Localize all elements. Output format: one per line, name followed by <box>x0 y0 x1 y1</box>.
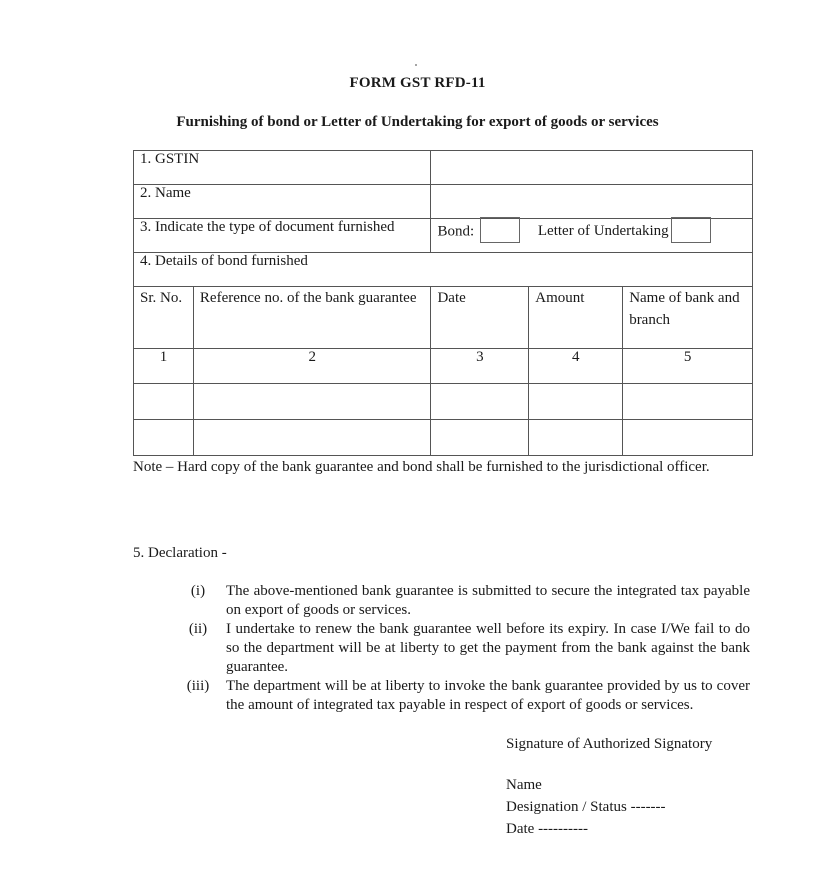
form-title: FORM GST RFD-11 <box>349 75 486 91</box>
signature-name: Name <box>506 777 542 793</box>
document-type-label: 3. Indicate the type of document furnished <box>134 219 431 253</box>
bond-header-row <box>134 287 753 349</box>
declaration-number: (i) <box>190 583 206 599</box>
declaration-text: I undertake to renew the bank guarantee well before its expiry. In case I/We fail to do so the department will be at liberty to get the payment from the bank against the bank guarantee. <box>226 621 750 675</box>
table-cell[interactable] <box>529 420 623 456</box>
signature-title: Signature of Authorized Signatory <box>506 736 713 752</box>
table-cell[interactable] <box>431 384 529 420</box>
document-type-row <box>134 219 753 253</box>
column-number: 2 <box>193 349 431 384</box>
gstin-label: 1. GSTIN <box>134 151 431 185</box>
table-cell[interactable] <box>623 420 753 456</box>
bond-label: Bond: <box>437 223 475 240</box>
form-table <box>133 150 753 456</box>
lut-label: Letter of Undertaking <box>537 223 669 240</box>
declaration-text: The department will be at liberty to invoke the bank guarantee provided by us to cover the amount of integrated tax payable in respect of export of goods or services. <box>226 678 750 713</box>
bond-checkbox[interactable] <box>480 217 520 243</box>
column-number: 1 <box>134 349 194 384</box>
bond-details-row <box>134 253 753 287</box>
declaration-item <box>170 677 750 715</box>
column-number: 5 <box>623 349 753 384</box>
name-row <box>134 185 753 219</box>
form-subtitle: Furnishing of bond or Letter of Undertaking for export of goods or services <box>176 114 659 130</box>
table-cell[interactable] <box>193 384 431 420</box>
header-reference-no: Reference no. of the bank guarantee <box>193 287 431 349</box>
name-field[interactable] <box>431 185 753 219</box>
declaration-item <box>170 620 750 677</box>
bond-details-label: 4. Details of bond furnished <box>134 253 753 287</box>
signature-designation: Designation / Status ------- <box>506 799 666 815</box>
header-sr-no: Sr. No. <box>134 287 194 349</box>
scan-dot <box>415 64 417 66</box>
declaration-item <box>170 582 750 620</box>
header-date: Date <box>431 287 529 349</box>
declaration-number: (ii) <box>188 621 208 637</box>
declaration-text: The above-mentioned bank guarantee is submitted to secure the integrated tax payable on export of goods or services. <box>226 583 750 618</box>
table-row <box>134 384 753 420</box>
signature-date: Date ---------- <box>506 821 589 837</box>
column-number: 3 <box>431 349 529 384</box>
table-cell[interactable] <box>134 384 194 420</box>
note-text: Note – Hard copy of the bank guarantee and bond shall be furnished to the jurisdictional officer. <box>133 459 710 475</box>
declaration-number: (iii) <box>186 678 210 694</box>
name-label: 2. Name <box>134 185 431 219</box>
table-cell[interactable] <box>431 420 529 456</box>
table-cell[interactable] <box>193 420 431 456</box>
document-type-options <box>431 219 753 253</box>
header-amount: Amount <box>529 287 623 349</box>
gstin-field[interactable] <box>431 151 753 185</box>
column-number-row <box>134 349 753 384</box>
table-cell[interactable] <box>623 384 753 420</box>
column-number: 4 <box>529 349 623 384</box>
declaration-list <box>170 582 750 715</box>
table-row <box>134 420 753 456</box>
declaration-heading: 5. Declaration - <box>133 545 227 561</box>
lut-checkbox[interactable] <box>671 217 711 243</box>
table-cell[interactable] <box>529 384 623 420</box>
table-cell[interactable] <box>134 420 194 456</box>
header-bank-name: Name of bank and branch <box>623 287 753 349</box>
gstin-row <box>134 151 753 185</box>
